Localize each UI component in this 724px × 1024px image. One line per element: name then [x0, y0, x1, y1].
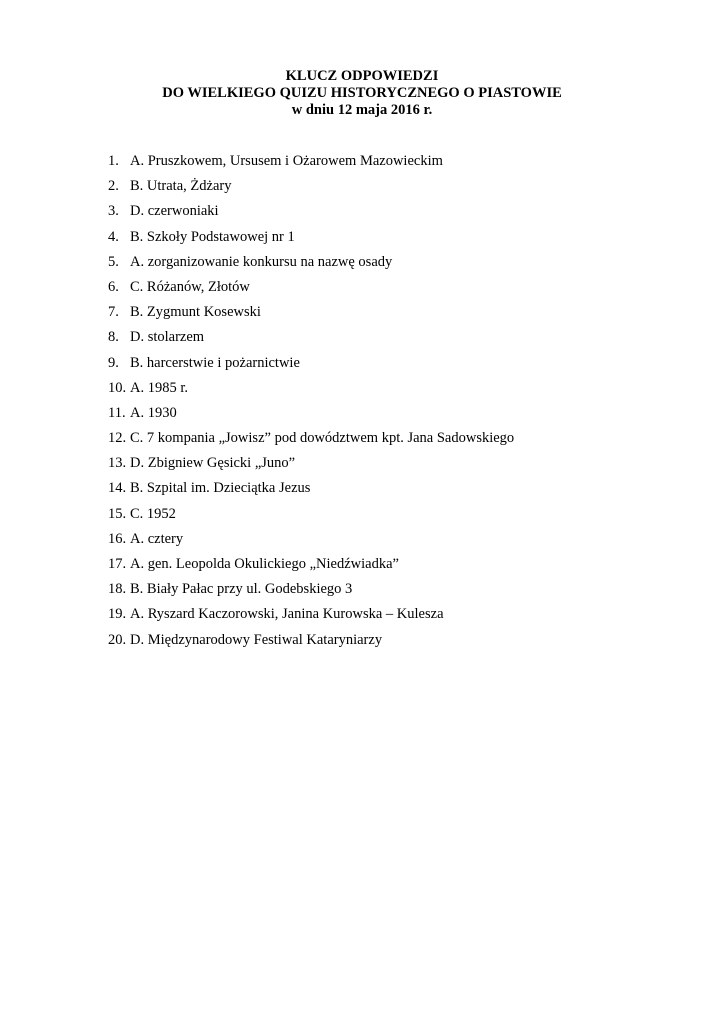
answer-text: A. zorganizowanie konkursu na nazwę osady: [130, 253, 393, 270]
answer-number: 3.: [108, 203, 119, 220]
answer-text: A. gen. Leopolda Okulickiego „Niedźwiadka”: [130, 556, 399, 572]
answer-item: [108, 629, 514, 654]
answer-number: 10.: [108, 379, 127, 396]
answer-text: A. cztery: [130, 530, 184, 547]
answer-number: 15.: [108, 505, 127, 522]
answer-item: [108, 528, 514, 553]
answer-text: B. Biały Pałac przy ul. Godebskiego 3: [130, 581, 353, 598]
answer-item: [108, 301, 514, 326]
answer-text: B. Zygmunt Kosewski: [130, 304, 261, 321]
answer-number: 14.: [108, 480, 127, 497]
answer-item: [108, 578, 514, 603]
answer-item: [108, 276, 514, 301]
answer-text: A. Ryszard Kaczorowski, Janina Kurowska – Kulesza: [130, 606, 444, 623]
answer-item: [108, 150, 514, 175]
answer-number: 17.: [108, 556, 127, 572]
heading-line-2: DO WIELKIEGO QUIZU HISTORYCZNEGO O PIASTOWIE: [162, 85, 562, 101]
answer-text: D. czerwoniaki: [130, 203, 219, 220]
answer-item: [108, 603, 514, 628]
answer-number: 8.: [108, 329, 119, 346]
answer-text: A. 1985 r.: [130, 379, 188, 396]
answer-text: D. Międzynarodowy Festiwal Kataryniarzy: [130, 631, 383, 648]
answer-item: [108, 477, 514, 502]
answer-text: D. Zbigniew Gęsicki „Juno”: [130, 455, 296, 472]
answer-item: [108, 200, 514, 225]
answer-item: [108, 326, 514, 351]
answer-text: C. 7 kompania „Jowisz” pod dowództwem kpt. Jana Sadowskiego: [130, 430, 515, 447]
answer-number: 2.: [108, 178, 119, 195]
answer-number: 16.: [108, 530, 127, 547]
answer-text: B. Utrata, Żdżary: [130, 178, 232, 195]
answer-item: [108, 352, 514, 377]
answer-item: [108, 553, 514, 578]
answer-number: 13.: [108, 455, 127, 472]
answer-text: B. Szkoły Podstawowej nr 1: [130, 228, 295, 245]
answer-item: [108, 251, 514, 276]
answer-number: 19.: [108, 606, 127, 623]
answer-number: 6.: [108, 278, 119, 295]
answer-text: B. Szpital im. Dzieciątka Jezus: [130, 480, 311, 497]
answer-number: 5.: [108, 253, 119, 270]
answers-list: [108, 150, 514, 654]
answer-text: A. Pruszkowem, Ursusem i Ożarowem Mazowieckim: [130, 153, 443, 169]
answer-number: 20.: [108, 631, 127, 648]
answer-text: A. 1930: [130, 404, 177, 421]
answer-text: C. 1952: [130, 505, 176, 522]
answer-number: 7.: [108, 304, 119, 321]
document-heading: [0, 68, 724, 119]
answer-item: [108, 503, 514, 528]
heading-line-1: KLUCZ ODPOWIEDZI: [285, 68, 439, 84]
answer-item: [108, 175, 514, 200]
answer-item: [108, 377, 514, 402]
answer-text: B. harcerstwie i pożarnictwie: [130, 354, 300, 371]
answer-item: [108, 402, 514, 427]
answer-item: [108, 427, 514, 452]
answer-number: 11.: [108, 404, 126, 421]
answer-number: 1.: [108, 153, 119, 169]
answer-item: [108, 452, 514, 477]
heading-line-3: w dniu 12 maja 2016 r.: [291, 102, 433, 118]
answer-number: 12.: [108, 430, 127, 447]
answer-number: 4.: [108, 228, 119, 245]
answer-text: C. Różanów, Złotów: [130, 278, 250, 295]
answer-text: D. stolarzem: [130, 329, 205, 346]
answer-item: [108, 226, 514, 251]
answer-number: 9.: [108, 354, 119, 371]
answer-number: 18.: [108, 581, 127, 598]
